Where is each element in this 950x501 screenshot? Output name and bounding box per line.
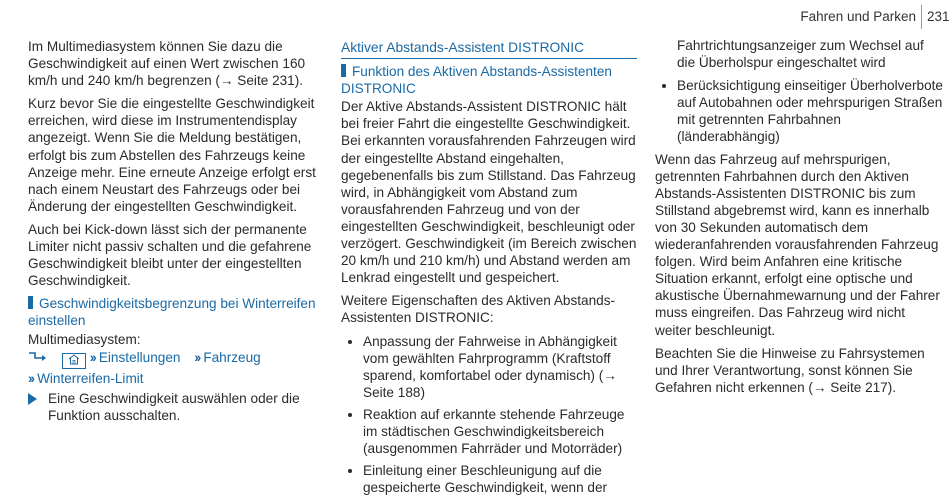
column-middle <box>341 39 637 501</box>
feature-list <box>341 333 637 497</box>
heading-marker-icon <box>341 64 346 77</box>
heading-marker-icon <box>28 296 33 309</box>
nav-path-cont <box>28 370 318 387</box>
list-item: Einleitung einer Beschleunigung auf die gespeicherte Geschwindigkeit, wenn der <box>341 462 637 496</box>
column-right <box>655 37 945 402</box>
action-step: Eine Geschwindigkeit auswählen oder die Funktion ausschalten. <box>28 390 318 424</box>
paragraph: Weitere Eigenschaften des Aktiven Abstands-Assistenten DISTRONIC: <box>341 293 616 326</box>
bullet-icon <box>348 413 352 417</box>
nav-label: Multimediasystem: <box>28 331 141 347</box>
double-chevron-icon: ›› <box>89 349 95 365</box>
section-heading: Geschwindigkeitsbegrenzung bei Winterreifen einstellen <box>28 296 316 329</box>
section-title: Fahren und Parken <box>800 9 916 24</box>
section-heading: Funktion des Aktiven Abstands-Assistenten DISTRONIC <box>341 64 612 97</box>
list-item: Reaktion auf erkannte stehende Fahrzeuge im städtischen Geschwindigkeitsbereich (ausgenommen Fahrräder und Motorräder) <box>341 406 637 457</box>
paragraph: Der Aktive Abstands-Assistent DISTRONIC hält bei freier Fahrt die eingestellte Geschwindigkeit. Bei erkannten vorausfahrenden Fahrzeugen wird der eingestellte Abstand eingehalten, gegebenenfalls bis zum Stillstand. Das Fahrzeug wird, in Abhängigkeit vom Abstand zum vorausfahrenden Fahrzeug und von der eingestellten Geschwindigkeit, beschleunigt oder verzögert. Geschwindigkeit (im Bereich zwischen 20 km/h und 210 km/h) und Abstand werden am Lenkrad eingestellt und gespeichert. <box>341 99 637 286</box>
topic-heading: Aktiver Abstands-Assistent DISTRONIC <box>341 39 637 59</box>
nav-item-settings[interactable]: Einstellungen <box>98 349 181 365</box>
bullet-icon <box>662 84 666 88</box>
double-chevron-icon: ›› <box>194 349 200 365</box>
paragraph: Auch bei Kick-down lässt sich der permanente Limiter nicht passiv schalten und die gefahrene Geschwindigkeit bleibt unter der eingestellten Geschwindigkeit. <box>28 221 312 289</box>
nav-arrow-icon <box>28 350 52 365</box>
nav-path <box>28 349 318 369</box>
column-left <box>28 38 318 424</box>
paragraph: Wenn das Fahrzeug auf mehrspurigen, getrennten Fahrbahnen durch den Aktiven Abstands-Assistenten DISTRONIC bis zum Stillstand abgebremst wird, kann es innerhalb von 30 Sekunden automatisch dem wiederanfahrenden vorausfahrenden Fahrzeug folgen. Wird beim Anfahren eine kritische Situation erkannt, erfolgt eine optische und akustische Übernahmewarnung und der Fahrer muss eingreifen. Das Fahrzeug wird nicht weiter beschleunigt. <box>655 151 940 338</box>
paragraph: Beachten Sie die Hinweise zu Fahrsystemen und Ihrer Verantwortung, sonst können Sie Gefahren nicht erkennen (→ Seite 217). <box>655 345 925 395</box>
paragraph: Im Multimediasystem können Sie dazu die Geschwindigkeit auf einen Wert zwischen 160 km/h und 240 km/h begrenzen (→ Seite 231). <box>28 39 306 89</box>
page-number: 231 <box>921 5 950 29</box>
list-item-continued: Fahrtrichtungsanzeiger zum Wechsel auf die Überholspur eingeschaltet wird <box>677 38 924 71</box>
list-item: Anpassung der Fahrweise in Abhängigkeit vom gewählten Fahrprogramm (Kraftstoff sparend, komfortabel oder dynamisch) (→ Seite 188) <box>341 333 637 401</box>
nav-item-winter-tire-limit[interactable]: Winterreifen-Limit <box>37 370 144 386</box>
list-item: Berücksichtigung einseitiger Überholverbote auf Autobahnen oder mehrspurigen Straßen mit getrennten Fahrbahnen (länderabhängig) <box>655 77 945 145</box>
paragraph: Kurz bevor Sie die eingestellte Geschwindigkeit erreichen, wird diese im Instrumentendisplay angezeigt. Wenn Sie die Meldung bestätigen, erfolgt bis zum Abstellen des Fahrzeugs keine Anzeige mehr. Eine erneute Anzeige erfolgt erst nach einem Neustart des Fahrzeugs oder bei Änderung der eingestellten Geschwindigkeit. <box>28 96 316 214</box>
double-chevron-icon: ›› <box>28 370 34 386</box>
nav-item-vehicle[interactable]: Fahrzeug <box>203 349 261 365</box>
action-arrow-icon <box>28 393 37 405</box>
bullet-icon <box>348 469 352 473</box>
home-icon[interactable] <box>62 353 86 369</box>
feature-list <box>655 77 945 145</box>
bullet-icon <box>348 340 352 344</box>
